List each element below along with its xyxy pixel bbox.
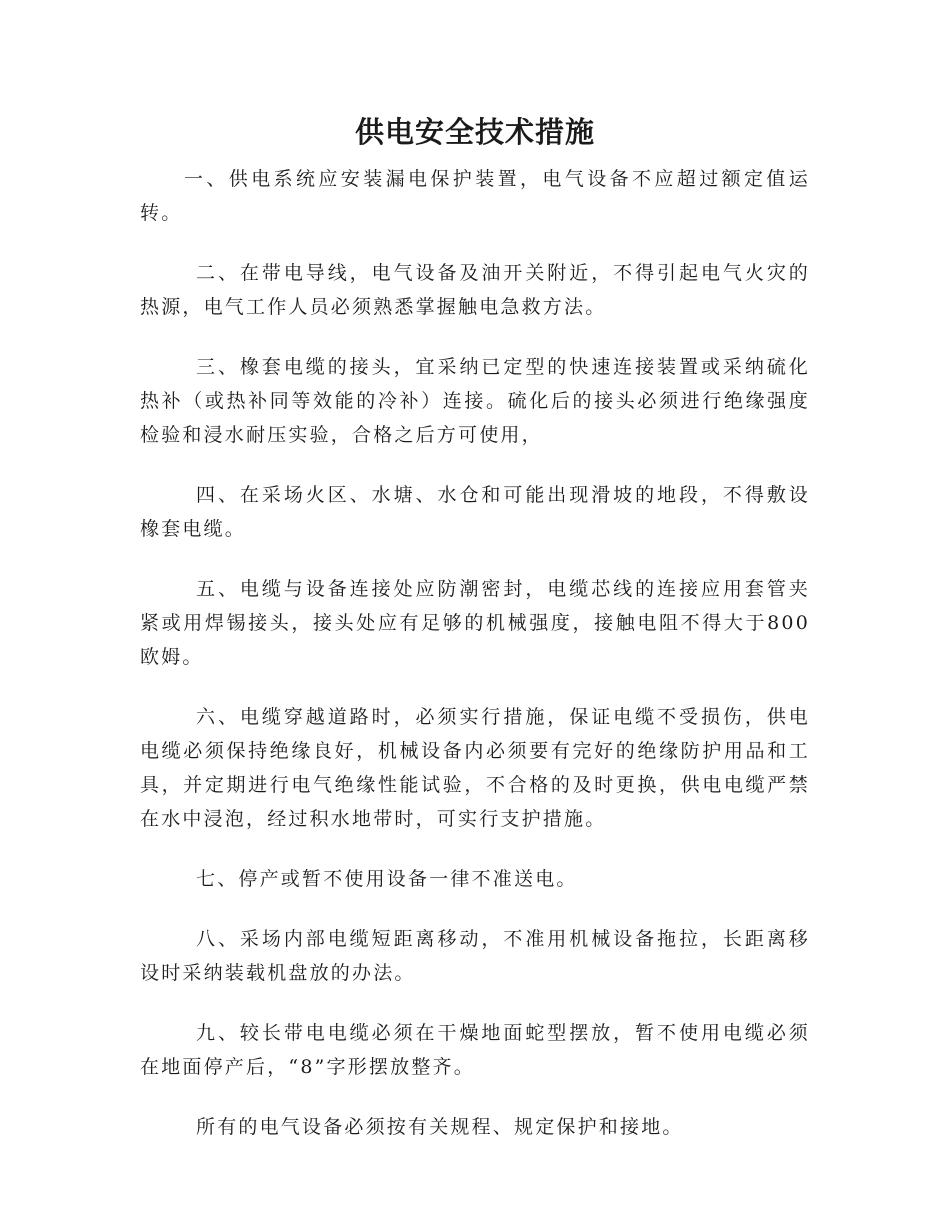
document-title: 供电安全技术措施 (354, 115, 595, 149)
paragraph-closing: 所有的电气设备必须按有关规程、规定保护和接地。 (196, 1116, 684, 1138)
paragraph-4: 四、在采场火区、水塘、水仓和可能出现滑坡的地段，不得敷设橡套电缆。 (140, 484, 810, 540)
paragraph-1: 一、供电系统应安装漏电保护装置，电气设备不应超过额定值运转。 (140, 168, 810, 224)
paragraph-3: 三、橡套电缆的接头，宜采纳已定型的快速连接装置或采纳硫化热补（或热补同等效能的冷补）连接。硫化后的接头必须进行绝缘强度检验和浸水耐压实验，合格之后方可使用， (140, 356, 810, 446)
paragraph-2: 二、在带电导线，电气设备及油开关附近，不得引起电气火灾的热源，电气工作人员必须熟悉掌握触电急救方法。 (140, 262, 810, 318)
paragraph-9: 九、较长带电电缆必须在干燥地面蛇型摆放，暂不使用电缆必须在地面停产后，“8”字形摆放整齐。 (140, 1022, 810, 1078)
paragraph-7: 七、停产或暂不使用设备一律不准送电。 (196, 868, 578, 890)
paragraph-6: 六、电缆穿越道路时，必须实行措施，保证电缆不受损伤，供电电缆必须保持绝缘良好，机械设备内必须要有完好的绝缘防护用品和工具，并定期进行电气绝缘性能试验，不合格的及时更换，供电电缆严禁在水中浸泡，经过积水地带时，可实行支护措施。 (140, 706, 810, 830)
paragraph-8: 八、采场内部电缆短距离移动，不准用机械设备拖拉，长距离移设时采纳装载机盘放的办法。 (140, 928, 810, 984)
paragraph-5: 五、电缆与设备连接处应防潮密封，电缆芯线的连接应用套管夹紧或用焊锡接头，接头处应有足够的机械强度，接触电阻不得大于800欧姆。 (140, 578, 810, 668)
